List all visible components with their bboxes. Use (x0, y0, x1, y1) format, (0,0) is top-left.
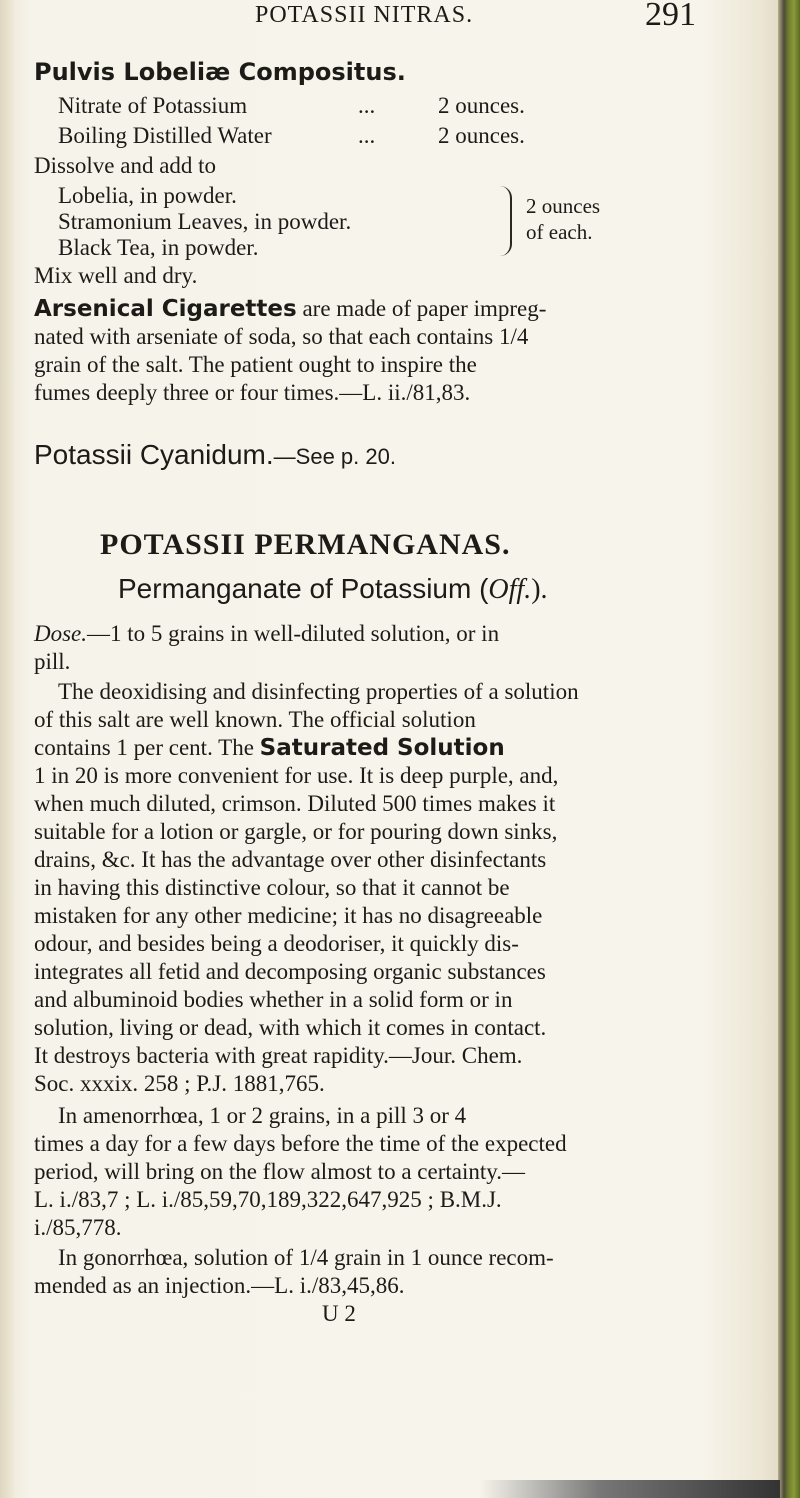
body-line: In amenorrhœa, 1 or 2 grains, in a pill 3 or 4 (58, 1103, 467, 1128)
section-subtitle (118, 575, 548, 604)
page-bottom-shadow (480, 1480, 780, 1498)
pulvis-heading: Pulvis Lobeliæ Compositus. (34, 58, 406, 86)
body-line (34, 736, 505, 760)
arsenical-line-4: fumes deeply three or four times.—L. ii./81,83. (34, 380, 471, 405)
dose-text: —1 to 5 grains in well-diluted solution, or in (87, 621, 500, 646)
body-line: integrates all fetid and decomposing organic substances (34, 959, 546, 984)
body-line: times a day for a few days before the time of the expected (34, 1131, 567, 1156)
signature-mark: U 2 (322, 1301, 356, 1326)
subtitle-official: Off. (488, 574, 532, 605)
body-line: odour, and besides being a deodoriser, it quickly dis- (34, 931, 519, 956)
body-line: In gonorrhœa, solution of 1/4 grain in 1 ounce recom- (58, 1245, 554, 1270)
dose-label: Dose. (34, 621, 88, 646)
leader-dots: ... (358, 123, 376, 148)
ingredient-line: Lobelia, in powder. (58, 183, 237, 208)
brace-quantity: 2 ounces (526, 194, 601, 218)
subtitle-text: Permanganate of Potassium ( (118, 573, 489, 604)
arsenical-text: are made of paper impreg- (296, 296, 547, 321)
body-line: It destroys bacteria with great rapidity.—Jour. Chem. (34, 1043, 523, 1068)
ingredient-line: Stramonium Leaves, in powder. (58, 209, 352, 234)
arsenical-line-2: nated with arseniate of soda, so that each contains 1/4 (34, 324, 529, 349)
quantity: 2 ounces. (438, 123, 525, 148)
arsenical-line-1 (34, 297, 546, 321)
body-line: of this salt are well known. The official solution (34, 707, 476, 732)
dose-line (34, 622, 499, 645)
body-line: L. i./83,7 ; L. i./85,59,70,189,322,647,925 ; B.M.J. (34, 1187, 502, 1212)
saturated-solution-heading: Saturated Solution (259, 735, 505, 761)
instruction-line: Dissolve and add to (34, 153, 217, 178)
ingredient-line: Black Tea, in powder. (58, 235, 259, 260)
body-line: 1 in 20 is more convenient for use. It is deep purple, and, (34, 763, 559, 788)
body-line: solution, living or dead, with which it comes in contact. (34, 1015, 547, 1040)
section-title: POTASSII PERMANGANAS. (100, 528, 511, 561)
body-line: Soc. xxxix. 258 ; P.J. 1881,765. (34, 1071, 325, 1096)
body-line: and albuminoid bodies whether in a solid form or in (34, 987, 513, 1012)
ingredient-line: Boiling Distilled Water (58, 123, 272, 148)
arsenical-line-3: grain of the salt. The patient ought to inspire the (34, 352, 477, 377)
body-line: suitable for a lotion or gargle, or for pouring down sinks, (34, 819, 558, 844)
cyanidum-reference: —See p. 20. (273, 444, 396, 469)
body-line: mistaken for any other medicine; it has no disagreeable (34, 903, 543, 928)
body-line: The deoxidising and disinfecting properties of a solution (58, 679, 579, 704)
page-margin (0, 0, 14, 1498)
arsenical-heading: Arsenical Cigarettes (34, 296, 297, 322)
running-head (0, 0, 760, 40)
running-head-title: POTASSII NITRAS. (255, 2, 474, 28)
dose-line-2: pill. (34, 649, 71, 674)
grouping-brace (500, 186, 512, 256)
cyanidum-line (34, 441, 396, 469)
body-line: when much diluted, crimson. Diluted 500 times makes it (34, 791, 556, 816)
book-spine-edge (778, 0, 800, 1498)
brace-quantity: of each. (526, 220, 593, 244)
body-text: contains 1 per cent. The (34, 735, 260, 760)
page-number: 291 (645, 0, 696, 33)
body-line: mended as an injection.—L. i./83,45,86. (34, 1273, 405, 1298)
instruction-line: Mix well and dry. (34, 263, 198, 288)
cyanidum-heading: Potassii Cyanidum. (34, 439, 274, 470)
leader-dots: ... (358, 93, 376, 118)
quantity: 2 ounces. (438, 93, 525, 118)
body-line: in having this distinctive colour, so that it cannot be (34, 875, 510, 900)
body-line: period, will bring on the flow almost to a certainty.— (34, 1159, 525, 1184)
subtitle-end: ). (531, 574, 548, 605)
body-line: i./85,778. (34, 1215, 122, 1240)
ingredient-line: Nitrate of Potassium (58, 93, 248, 118)
body-line: drains, &c. It has the advantage over other disinfectants (34, 847, 547, 872)
